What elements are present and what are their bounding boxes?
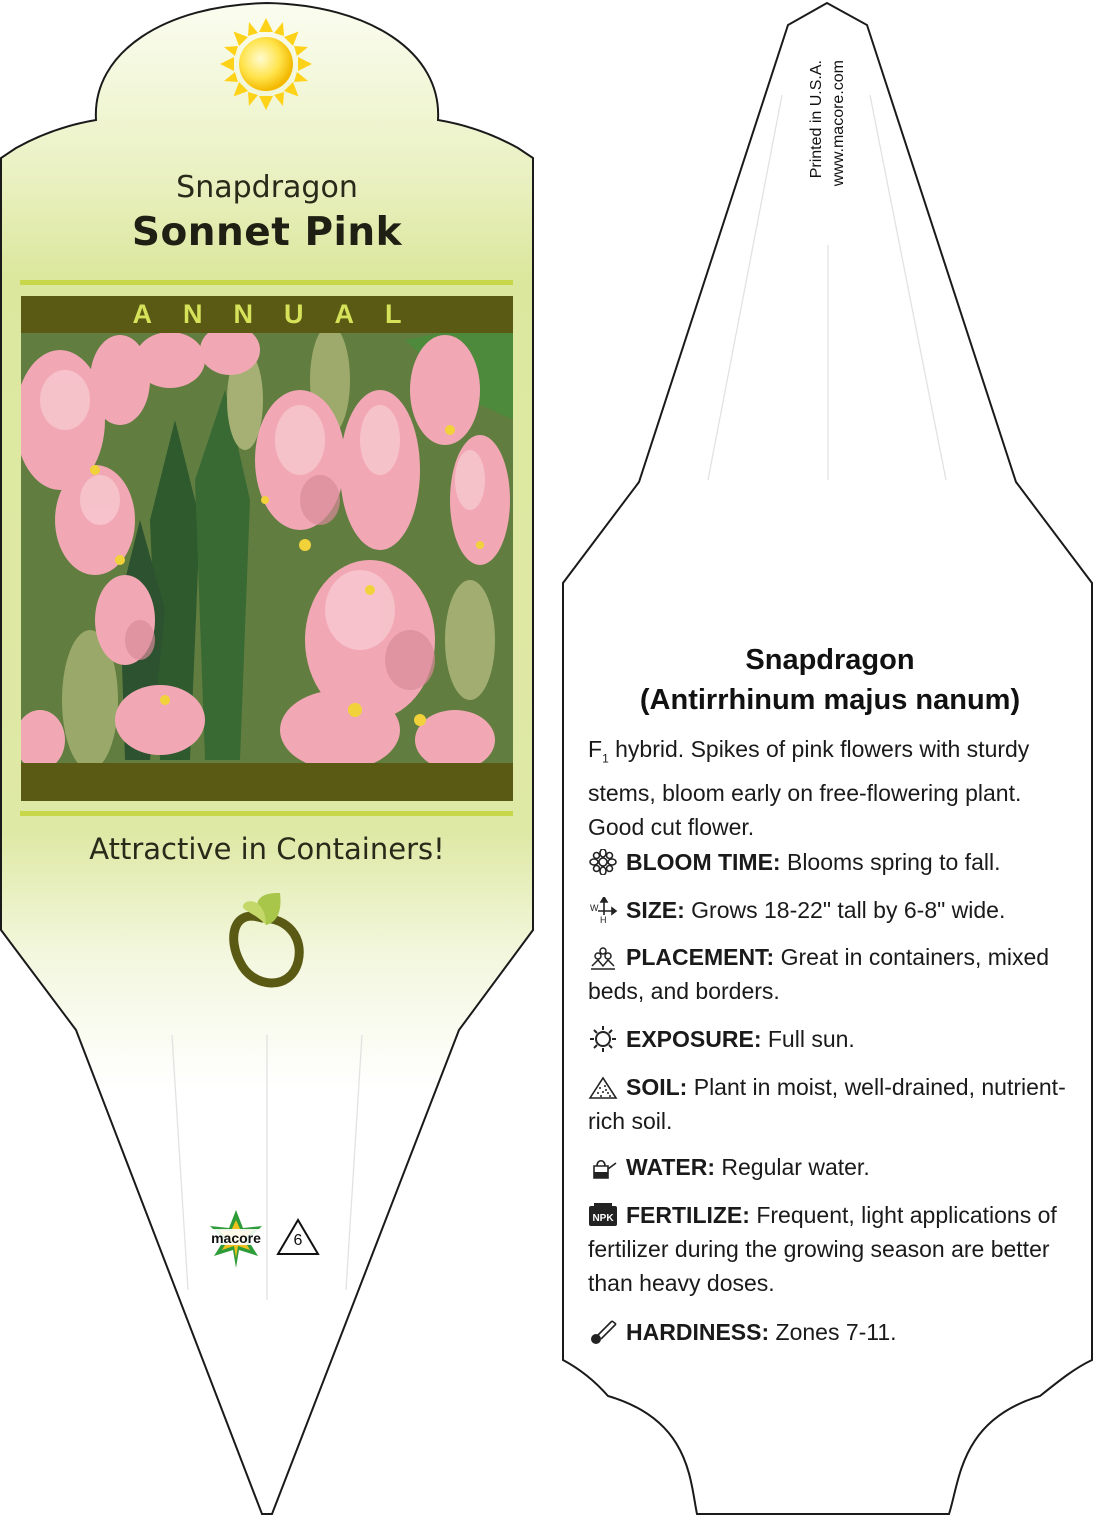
placement-icon xyxy=(588,944,622,972)
svg-text:H: H xyxy=(600,915,607,923)
svg-text:W: W xyxy=(590,903,599,913)
size-icon xyxy=(588,897,622,925)
care-item xyxy=(588,845,1074,879)
care-text: Blooms spring to fall. xyxy=(780,849,1001,875)
accent-stripe-bottom xyxy=(20,811,513,816)
botanical-name: (Antirrhinum majus nanum) xyxy=(639,684,1021,716)
svg-text:NPK: NPK xyxy=(592,1213,614,1224)
tagline: Attractive in Containers! xyxy=(89,832,445,866)
common-name: Snapdragon xyxy=(176,170,358,205)
care-text: Grows 18-22" tall by 6-8" wide. xyxy=(684,897,1006,923)
bottom-band xyxy=(21,763,513,801)
sun-icon xyxy=(220,18,312,110)
care-label: SIZE: xyxy=(626,897,685,923)
care-item xyxy=(588,1022,1074,1056)
care-text: Frequent, light applications of fertilizer during the growing season are better than heavy doses. xyxy=(588,1202,1057,1296)
care-text: Full sun. xyxy=(761,1026,855,1052)
care-text: Plant in moist, well-drained, nutrient-rich soil. xyxy=(588,1074,1066,1134)
print-info xyxy=(806,60,864,240)
care-item xyxy=(588,1150,1074,1184)
care-label: FERTILIZE: xyxy=(626,1202,750,1228)
care-label: HARDINESS: xyxy=(626,1319,770,1345)
care-label: EXPOSURE: xyxy=(626,1026,762,1052)
soil-icon xyxy=(588,1074,622,1102)
accent-stripe-top xyxy=(20,280,513,285)
thermometer-icon xyxy=(588,1319,622,1347)
npk-icon xyxy=(588,1202,622,1230)
care-label: WATER: xyxy=(626,1154,716,1180)
back-title xyxy=(580,640,1080,720)
plant-photo xyxy=(15,325,513,770)
care-item xyxy=(588,893,1074,927)
watering-can-icon xyxy=(588,1154,622,1182)
brand-name: macore xyxy=(211,1230,261,1246)
care-label: PLACEMENT: xyxy=(626,944,775,970)
care-label: BLOOM TIME: xyxy=(626,849,781,875)
plant-title: Snapdragon xyxy=(745,644,915,676)
care-item xyxy=(588,940,1074,1008)
care-text: Great in containers, mixed beds, and borders. xyxy=(588,944,1050,1004)
website: www.macore.com xyxy=(830,60,847,187)
printed-in: Printed in U.S.A. xyxy=(808,60,825,179)
sun-icon xyxy=(588,1026,622,1054)
care-item xyxy=(588,1198,1074,1300)
flower-icon xyxy=(588,849,622,877)
category-label: ANNUAL xyxy=(132,299,433,329)
care-text: Zones 7-11. xyxy=(769,1319,897,1345)
care-item xyxy=(588,1070,1074,1138)
variety-name: Sonnet Pink xyxy=(131,210,403,255)
care-text: Regular water. xyxy=(715,1154,870,1180)
recycle-code: 6 xyxy=(293,1232,303,1249)
care-item xyxy=(588,1315,1074,1349)
care-label: SOIL: xyxy=(626,1074,688,1100)
description: $F_1$ hybrid. Spikes of pink flowers with sturdy stems, bloom early on free-flowering plant. Good cut flower. xyxy=(588,736,1030,840)
